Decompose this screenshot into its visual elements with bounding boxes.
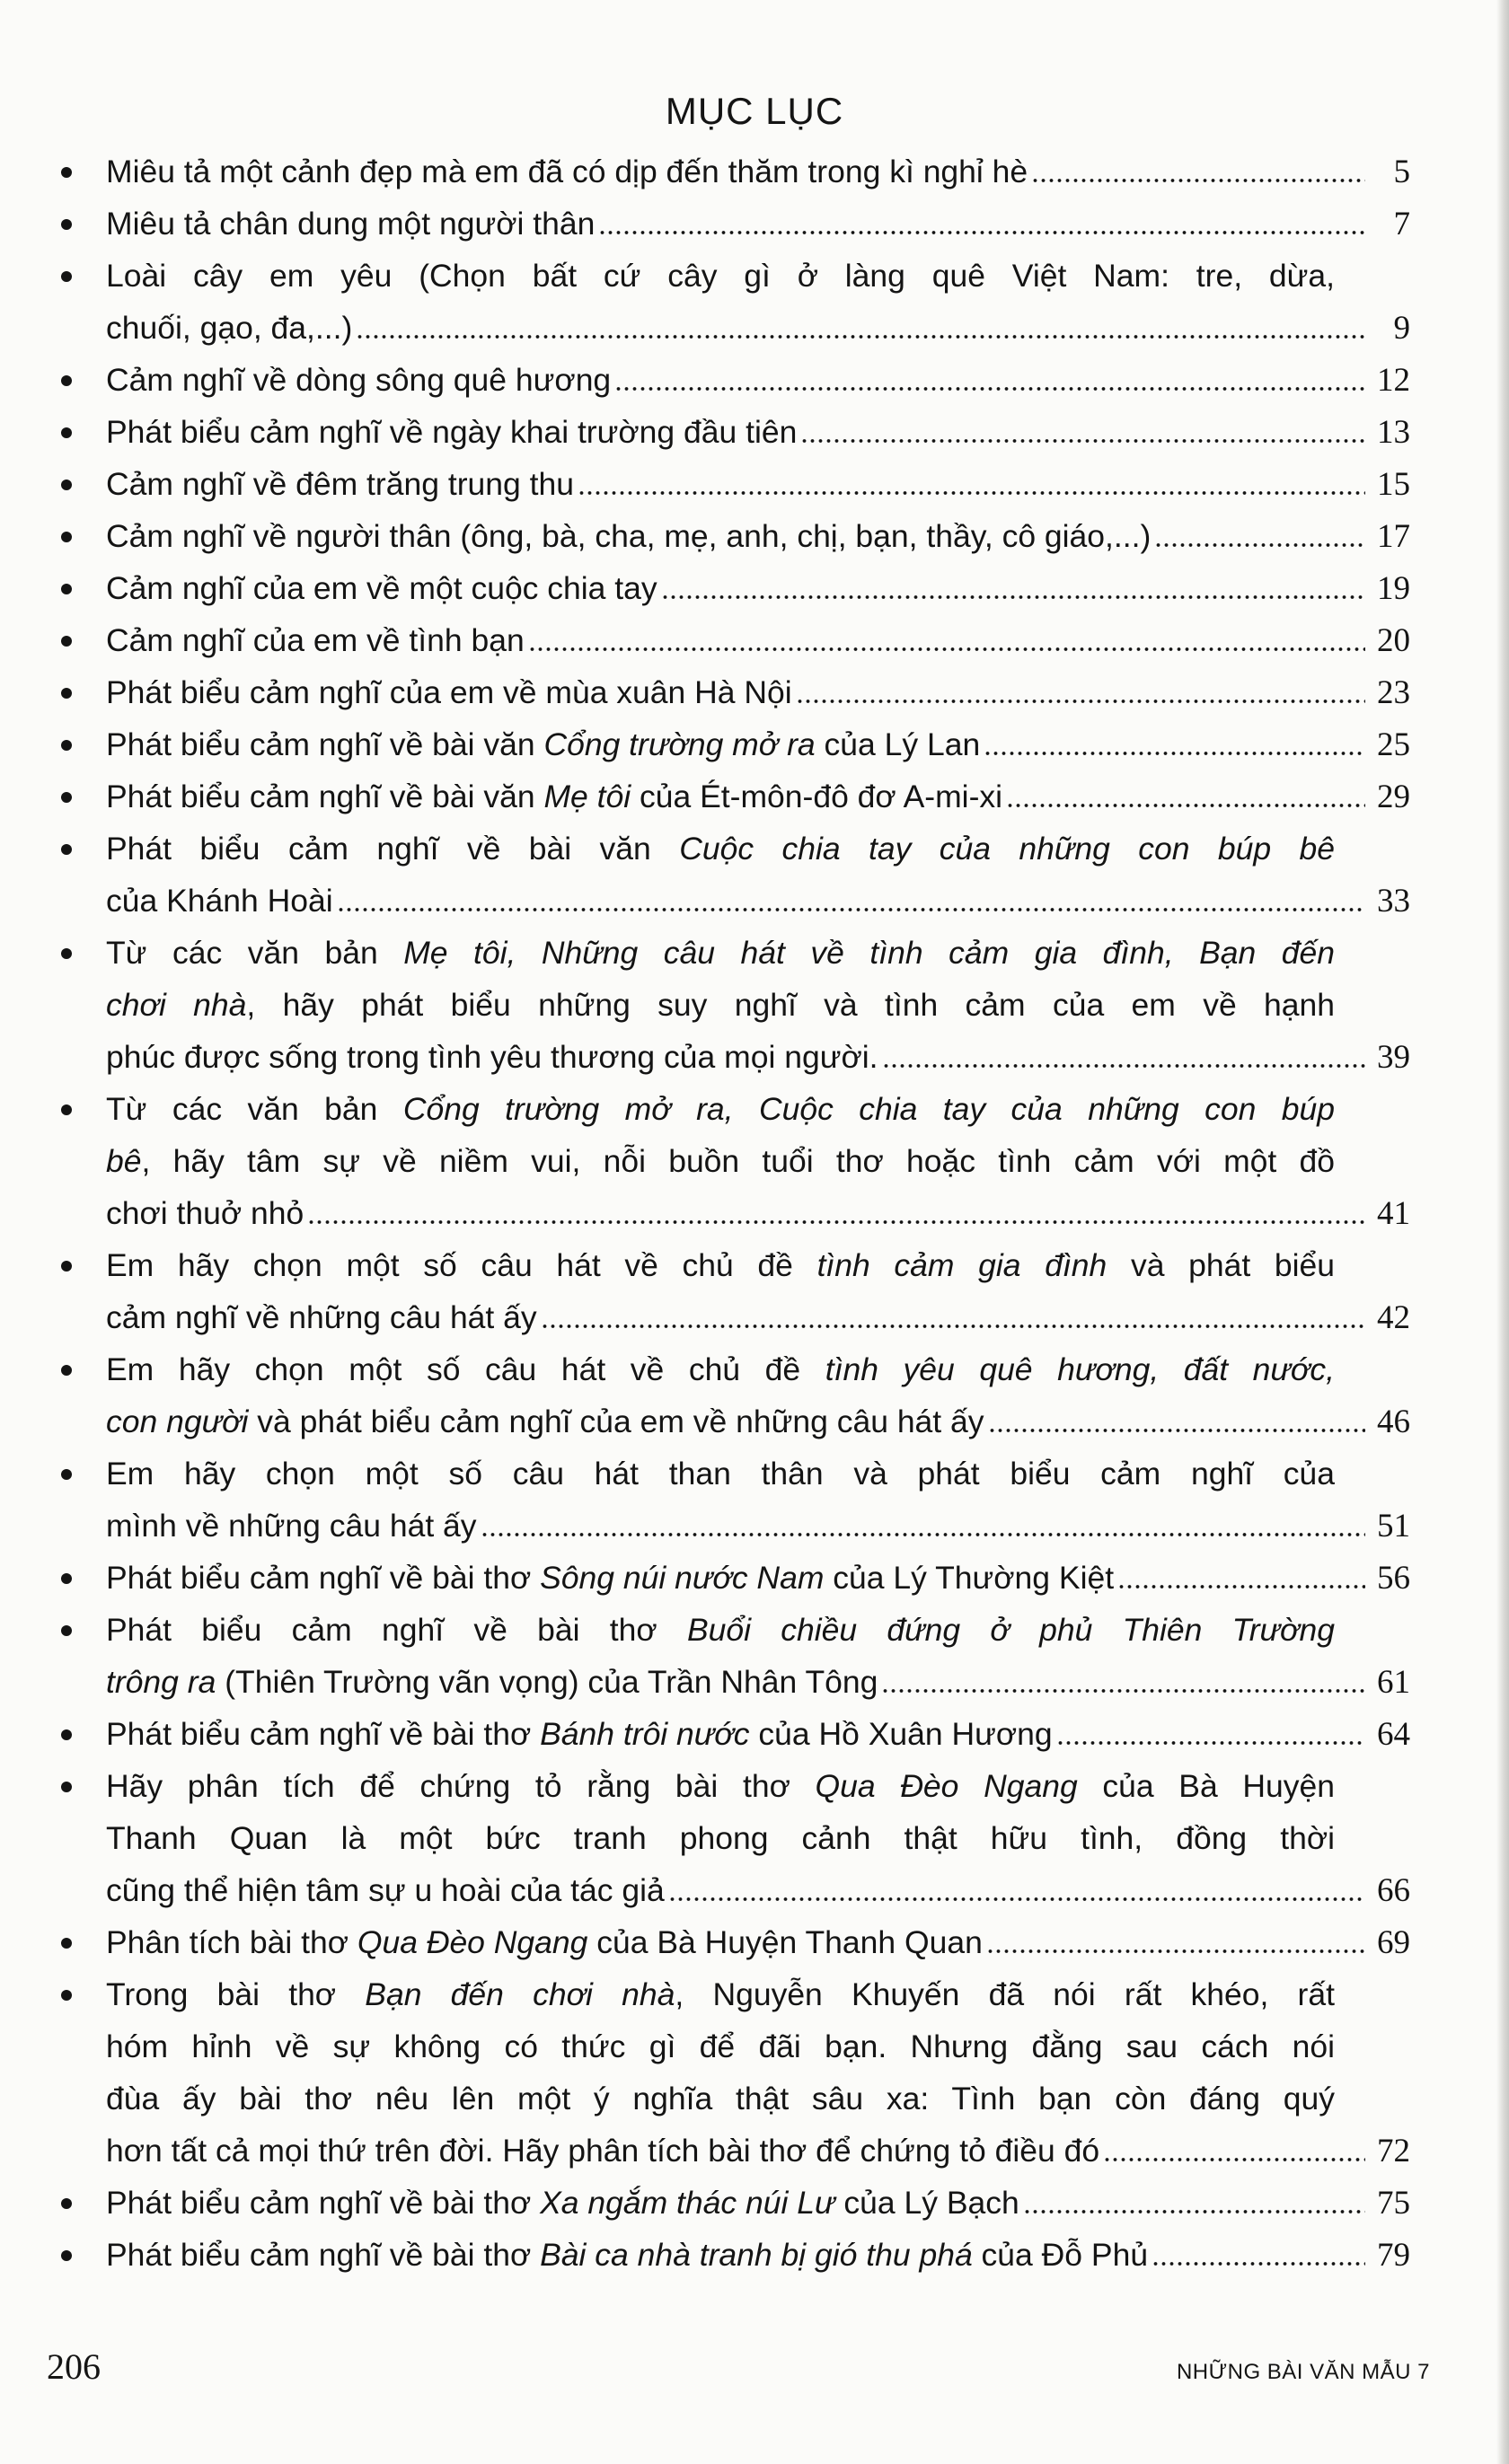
toc-entry-line — [106, 1968, 1335, 2020]
entry-text: của Lý Bạch — [834, 2185, 1019, 2221]
toc-page-number: 25 — [1377, 726, 1410, 763]
bullet-icon — [61, 427, 72, 438]
toc-page-number: 5 — [1393, 154, 1410, 190]
bullet-icon — [61, 532, 72, 542]
footer-book-title: NHỮNG BÀI VĂN MẪU 7 — [1176, 2360, 1430, 2384]
toc-entry-line — [106, 510, 1410, 562]
entry-text: và phát biểu cảm nghĩ của em về những câu hát ấy — [248, 1404, 984, 1439]
italic-title-text: chơi nhà — [106, 987, 247, 1023]
toc-entry-text — [106, 666, 792, 718]
entry-text: Phát biểu cảm nghĩ về bài thơ — [106, 1560, 541, 1596]
toc-entry-line — [106, 2125, 1410, 2177]
toc-entry — [54, 927, 1410, 1083]
entry-text: chơi thuở nhỏ — [106, 1195, 304, 1231]
toc-entry-line — [106, 1812, 1335, 1864]
entry-text: Phát biểu cảm nghĩ về bài văn — [106, 726, 544, 762]
toc-page-number: 23 — [1377, 674, 1410, 711]
italic-title-text: Buổi chiều đứng ở phủ Thiên Trường — [686, 1612, 1335, 1648]
toc-entry-line — [106, 1916, 1410, 1968]
dot-leader — [668, 1895, 1365, 1904]
toc-entry-line — [106, 979, 1335, 1031]
toc-page-number: 64 — [1377, 1716, 1410, 1753]
entry-text: Phân tích bài thơ — [106, 1924, 357, 1960]
toc-entry — [54, 510, 1410, 562]
toc-entry — [54, 666, 1410, 718]
toc-entry-line — [106, 1083, 1335, 1135]
toc-page-number: 9 — [1393, 310, 1410, 347]
toc-entry-line — [106, 1500, 1410, 1552]
entry-text: Phát biểu cảm nghĩ về bài thơ — [106, 2237, 541, 2273]
entry-text: Phát biểu cảm nghĩ về bài thơ — [106, 2185, 541, 2221]
toc-entry-line — [106, 1187, 1410, 1239]
toc-entry — [54, 1760, 1410, 1916]
toc-entry-text — [106, 875, 333, 927]
toc-entry-text — [106, 258, 1335, 294]
dot-leader — [307, 1218, 1365, 1227]
toc-page-number: 41 — [1377, 1195, 1410, 1232]
dot-leader — [356, 332, 1365, 341]
bullet-icon — [61, 2250, 72, 2261]
dot-leader — [528, 645, 1365, 654]
dot-leader — [1056, 1738, 1365, 1747]
toc-entry-line — [106, 927, 1335, 979]
toc-entry-text — [106, 1247, 1335, 1283]
dot-leader — [481, 1530, 1365, 1539]
italic-title-text: Bài ca nhà tranh bị gió thu phá — [540, 2237, 973, 2273]
toc-entry-line — [106, 1343, 1335, 1395]
entry-text: chuối, gạo, đa,...) — [106, 310, 353, 346]
toc-page-number: 42 — [1377, 1299, 1410, 1336]
toc-entry-line — [106, 2229, 1410, 2281]
entry-text: Cảm nghĩ về dòng sông quê hương — [106, 362, 612, 398]
toc-entry-line — [106, 1864, 1410, 1916]
page-edge-shadow — [1496, 0, 1509, 2464]
toc-entry — [54, 770, 1410, 823]
toc-entry-text — [106, 1864, 665, 1916]
dot-leader — [578, 488, 1365, 497]
entry-text: Phát biểu cảm nghĩ về ngày khai trường đầu tiên — [106, 414, 798, 450]
toc-entry — [54, 614, 1410, 666]
toc-entry — [54, 145, 1410, 198]
dot-leader — [1006, 801, 1365, 810]
dot-leader — [598, 228, 1365, 237]
toc-entry-line — [106, 1291, 1410, 1343]
bullet-icon — [61, 844, 72, 855]
page-title: MỤC LỤC — [665, 90, 844, 132]
toc-entry-line — [106, 1708, 1410, 1760]
toc-entry — [54, 1448, 1410, 1552]
toc-entry-line — [106, 562, 1410, 614]
entry-text: của Lý Thường Kiệt — [824, 1560, 1115, 1596]
toc-entry — [54, 198, 1410, 250]
toc-entry-line — [106, 666, 1410, 718]
toc-entry-text — [106, 2125, 1099, 2177]
toc-entry-text — [106, 1916, 983, 1968]
dot-leader — [1154, 541, 1365, 550]
table-of-contents — [54, 145, 1410, 2281]
italic-title-text: con người — [106, 1404, 249, 1439]
toc-entry-line — [106, 2072, 1335, 2125]
toc-entry-line — [106, 1395, 1410, 1448]
entry-text: của Hồ Xuân Hương — [749, 1716, 1053, 1752]
entry-text: Em hãy chọn một số câu hát than thân và phát biểu cảm nghĩ của — [106, 1456, 1335, 1492]
dot-leader — [1023, 2207, 1365, 2216]
entry-text: của Khánh Hoài — [106, 883, 333, 919]
toc-entry — [54, 1239, 1410, 1343]
entry-text: Từ các văn bản — [106, 935, 404, 971]
toc-entry — [54, 1916, 1410, 1968]
toc-entry-text — [106, 1820, 1335, 1856]
toc-entry-text — [106, 935, 1335, 971]
toc-entry-line — [106, 2177, 1410, 2229]
italic-title-text: trông ra — [106, 1664, 216, 1700]
entry-text: , hãy phát biểu những suy nghĩ và tình cảm của em về hạnh — [246, 987, 1335, 1023]
italic-title-text: Cổng trường mở ra, Cuộc chia tay của những con búp — [402, 1091, 1335, 1127]
toc-page-number: 75 — [1377, 2185, 1410, 2222]
dot-leader — [541, 1322, 1365, 1331]
toc-entry-text — [106, 987, 1335, 1023]
toc-entry-line — [106, 1135, 1335, 1187]
toc-entry-text — [106, 1976, 1335, 2012]
toc-page-number: 17 — [1377, 518, 1410, 555]
dot-leader — [984, 749, 1365, 758]
bullet-icon — [61, 1573, 72, 1584]
entry-text: (Thiên Trường vãn vọng) của Trần Nhân Tông — [216, 1664, 878, 1700]
toc-entry-text — [106, 1143, 1335, 1179]
toc-entry — [54, 1968, 1410, 2177]
toc-entry-text — [106, 458, 574, 510]
toc-entry-text — [106, 770, 1002, 823]
dot-leader — [882, 1061, 1366, 1070]
bullet-icon — [61, 948, 72, 959]
dot-leader — [1031, 176, 1365, 185]
toc-entry-text — [106, 1768, 1335, 1804]
toc-entry — [54, 562, 1410, 614]
toc-entry-text — [106, 2081, 1335, 2116]
toc-entry-line — [106, 875, 1410, 927]
entry-text: đùa ấy bài thơ nêu lên một ý nghĩa thật sâu xa: Tình bạn còn đáng quý — [106, 2081, 1335, 2116]
toc-entry-text — [106, 2177, 1019, 2229]
bullet-icon — [61, 480, 72, 490]
toc-entry-line — [106, 1760, 1335, 1812]
entry-text: Cảm nghĩ của em về một cuộc chia tay — [106, 570, 657, 606]
toc-entry-text — [106, 614, 525, 666]
toc-entry-line — [106, 1604, 1335, 1656]
entry-text: của Ét-môn-đô đơ A-mi-xi — [631, 779, 1003, 814]
entry-text: , hãy tâm sự về niềm vui, nỗi buồn tuổi thơ hoặc tình cảm với một đồ — [141, 1143, 1335, 1179]
entry-text: Loài cây em yêu (Chọn bất cứ cây gì ở làng quê Việt Nam: tre, dừa, — [106, 258, 1335, 294]
toc-entry — [54, 1604, 1410, 1708]
toc-entry-text — [106, 1031, 878, 1083]
bullet-icon — [61, 792, 72, 803]
toc-entry-text — [106, 831, 1335, 867]
bullet-icon — [61, 1938, 72, 1949]
toc-entry-text — [106, 1500, 477, 1552]
entry-text: Phát biểu cảm nghĩ về bài thơ — [106, 1612, 687, 1648]
toc-entry-text — [106, 1708, 1053, 1760]
toc-entry — [54, 2177, 1410, 2229]
bullet-icon — [61, 1365, 72, 1376]
entry-text: và phát biểu — [1107, 1247, 1335, 1283]
italic-title-text: Cổng trường mở ra — [543, 726, 816, 762]
toc-page-number: 46 — [1377, 1404, 1410, 1440]
toc-entry-line — [106, 770, 1410, 823]
dot-leader — [337, 905, 1365, 914]
dot-leader — [1117, 1582, 1365, 1591]
dot-leader — [796, 697, 1365, 706]
toc-entry-text — [106, 1351, 1335, 1387]
entry-text: Trong bài thơ — [106, 1976, 366, 2012]
italic-title-text: bê — [106, 1143, 142, 1179]
toc-entry-line — [106, 250, 1335, 302]
dot-leader — [661, 593, 1365, 602]
bullet-icon — [61, 740, 72, 751]
entry-text: Từ các văn bản — [106, 1091, 403, 1127]
toc-entry-line — [106, 2020, 1335, 2072]
entry-text: Cảm nghĩ về đêm trăng trung thu — [106, 466, 574, 502]
italic-title-text: Cuộc chia tay của những con búp bê — [679, 831, 1335, 867]
entry-text: , Nguyễn Khuyến đã nói rất khéo, rất — [675, 1976, 1335, 2012]
toc-page-number: 20 — [1377, 622, 1410, 659]
toc-entry-line — [106, 406, 1410, 458]
toc-page-number: 56 — [1377, 1560, 1410, 1597]
bullet-icon — [61, 1104, 72, 1115]
entry-text: Phát biểu cảm nghĩ về bài văn — [106, 831, 680, 867]
toc-entry-line — [106, 823, 1335, 875]
toc-page-number: 29 — [1377, 779, 1410, 815]
italic-title-text: tình yêu quê hương, đất nước, — [825, 1351, 1335, 1387]
toc-entry-text — [106, 198, 595, 250]
entry-text: của Bà Huyện Thanh Quan — [587, 1924, 983, 1960]
toc-page-number: 15 — [1377, 466, 1410, 503]
toc-page-number: 51 — [1377, 1508, 1410, 1544]
bullet-icon — [61, 584, 72, 594]
bullet-icon — [61, 2198, 72, 2209]
toc-page-number: 12 — [1377, 362, 1410, 399]
toc-entry — [54, 406, 1410, 458]
italic-title-text: Bạn đến chơi nhà — [365, 1976, 675, 2012]
toc-page-number: 66 — [1377, 1872, 1410, 1909]
italic-title-text: Mẹ tôi, Những câu hát về tình cảm gia đình, Bạn đến — [403, 935, 1335, 971]
bullet-icon — [61, 271, 72, 282]
entry-text: Em hãy chọn một số câu hát về chủ đề — [106, 1351, 825, 1387]
toc-entry-text — [106, 2028, 1335, 2064]
toc-entry-text — [106, 1091, 1335, 1127]
entry-text: Miêu tả một cảnh đẹp mà em đã có dịp đến thăm trong kì nghỉ hè — [106, 154, 1028, 189]
toc-entry-line — [106, 1031, 1410, 1083]
entry-text: hóm hỉnh về sự không có thức gì để đãi bạn. Nhưng đằng sau cách nói — [106, 2028, 1335, 2064]
entry-text: mình về những câu hát ấy — [106, 1508, 477, 1544]
bullet-icon — [61, 1782, 72, 1792]
toc-entry-text — [106, 354, 611, 406]
entry-text: của Bà Huyện — [1077, 1768, 1335, 1804]
entry-text: cảm nghĩ về những câu hát ấy — [106, 1299, 537, 1335]
toc-entry-line — [106, 354, 1410, 406]
toc-page-number: 19 — [1377, 570, 1410, 607]
italic-title-text: tình cảm gia đình — [816, 1247, 1107, 1283]
toc-entry-line — [106, 302, 1410, 354]
entry-text: phúc được sống trong tình yêu thương của mọi người. — [106, 1039, 878, 1075]
entry-text: Phát biểu cảm nghĩ về bài văn — [106, 779, 544, 814]
toc-page-number: 39 — [1377, 1039, 1410, 1076]
toc-entry-line — [106, 614, 1410, 666]
toc-page-number: 7 — [1393, 206, 1410, 242]
toc-entry-text — [106, 1291, 537, 1343]
toc-entry-text — [106, 2229, 1148, 2281]
italic-title-text: Xa ngắm thác núi Lư — [540, 2185, 835, 2221]
entry-text: Hãy phân tích để chứng tỏ rằng bài thơ — [106, 1768, 816, 1804]
toc-entry-line — [106, 458, 1410, 510]
toc-page-number: 72 — [1377, 2133, 1410, 2169]
dot-leader — [1103, 2155, 1365, 2164]
entry-text: Phát biểu cảm nghĩ của em về mùa xuân Hà Nội — [106, 674, 792, 710]
toc-entry — [54, 2229, 1410, 2281]
bullet-icon — [61, 219, 72, 230]
bullet-icon — [61, 375, 72, 386]
toc-entry-text — [106, 562, 657, 614]
bullet-icon — [61, 167, 72, 178]
toc-entry-text — [106, 1456, 1335, 1492]
toc-entry-text — [106, 1395, 984, 1448]
entry-text: của Lý Lan — [815, 726, 981, 762]
toc-entry — [54, 250, 1410, 354]
dot-leader — [614, 384, 1365, 393]
toc-entry-text — [106, 302, 352, 354]
bullet-icon — [61, 1625, 72, 1636]
toc-page-number: 33 — [1377, 883, 1410, 920]
toc-entry-line — [106, 718, 1410, 770]
dot-leader — [800, 436, 1365, 445]
bullet-icon — [61, 1990, 72, 2001]
toc-page-number: 69 — [1377, 1924, 1410, 1961]
dot-leader — [988, 1426, 1365, 1435]
toc-entry-text — [106, 718, 980, 770]
footer-page-number: 206 — [47, 2346, 101, 2387]
toc-entry — [54, 718, 1410, 770]
dot-leader — [881, 1686, 1365, 1695]
toc-entry-line — [106, 1239, 1335, 1291]
entry-text: cũng thể hiện tâm sự u hoài của tác giả — [106, 1872, 665, 1908]
entry-text: Thanh Quan là một bức tranh phong cảnh thật hữu tình, đồng thời — [106, 1820, 1335, 1856]
entry-text: Cảm nghĩ của em về tình bạn — [106, 622, 525, 658]
entry-text: hơn tất cả mọi thứ trên đời. Hãy phân tích bài thơ để chứng tỏ điều đó — [106, 2133, 1100, 2169]
toc-page-number: 61 — [1377, 1664, 1410, 1701]
toc-entry-line — [106, 145, 1410, 198]
entry-text: Em hãy chọn một số câu hát về chủ đề — [106, 1247, 817, 1283]
italic-title-text: Bánh trôi nước — [540, 1716, 750, 1752]
toc-entry-text — [106, 1612, 1335, 1648]
toc-page-number: 79 — [1377, 2237, 1410, 2274]
toc-entry-text — [106, 510, 1151, 562]
entry-text: Phát biểu cảm nghĩ về bài thơ — [106, 1716, 541, 1752]
bullet-icon — [61, 1469, 72, 1480]
toc-entry — [54, 1552, 1410, 1604]
bullet-icon — [61, 1729, 72, 1740]
toc-entry — [54, 354, 1410, 406]
italic-title-text: Qua Đèo Ngang — [815, 1768, 1078, 1804]
toc-entry-line — [106, 1448, 1335, 1500]
toc-entry — [54, 1708, 1410, 1760]
toc-entry — [54, 458, 1410, 510]
toc-entry-text — [106, 145, 1028, 198]
italic-title-text: Sông núi nước Nam — [540, 1560, 825, 1596]
dot-leader — [986, 1947, 1365, 1956]
entry-text: của Đỗ Phủ — [972, 2237, 1149, 2273]
dot-leader — [1152, 2259, 1365, 2268]
toc-page-number: 13 — [1377, 414, 1410, 451]
italic-title-text: Mẹ tôi — [543, 779, 631, 814]
toc-entry — [54, 1343, 1410, 1448]
toc-entry-line — [106, 1552, 1410, 1604]
italic-title-text: Qua Đèo Ngang — [357, 1924, 588, 1960]
bullet-icon — [61, 688, 72, 699]
toc-entry — [54, 823, 1410, 927]
toc-entry — [54, 1083, 1410, 1239]
bullet-icon — [61, 636, 72, 647]
entry-text: Cảm nghĩ về người thân (ông, bà, cha, mẹ, anh, chị, bạn, thầy, cô giáo,...) — [106, 518, 1152, 554]
toc-entry-text — [106, 1187, 304, 1239]
toc-entry-text — [106, 1656, 878, 1708]
toc-entry-text — [106, 406, 797, 458]
toc-entry-line — [106, 1656, 1410, 1708]
entry-text: Miêu tả chân dung một người thân — [106, 206, 596, 242]
toc-entry-text — [106, 1552, 1114, 1604]
bullet-icon — [61, 1261, 72, 1272]
toc-entry-line — [106, 198, 1410, 250]
